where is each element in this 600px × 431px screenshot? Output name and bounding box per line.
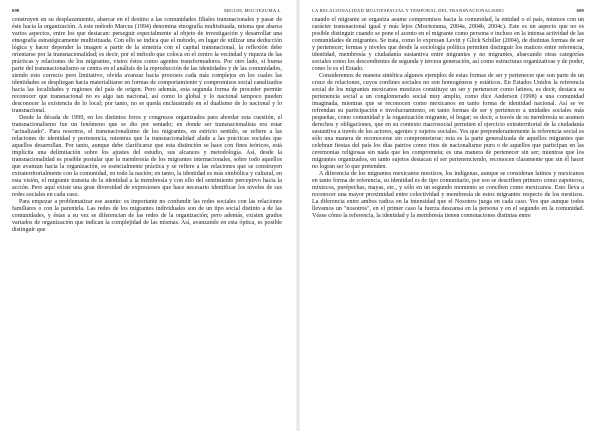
paragraph: Desde la década de 1990, en los distintos foros y congresos organizados para abordar esta cuestión, el transnacionalismo fue un fenómeno que se dio por sentado; en donde ser transnacionalista era estar "actualizado". Para nosotros, el transnacionalismo de los migrantes, en estricto sentido, se refiere a las relaciones de identidad y pertenencia, mientras que la transnacionalidad alude a las prácticas sociales que aquellos desarrollan. Por tanto, aunque debe clarificarse que esta distinción se hace con fines teóricos, está implícita una delimitación sobre los ajustes del estudio, sus alcances y metodología. Así, desde la transnacionalidad es posible postular que la membresía de los migrantes internacionales, sobre todo aquellos que avanzan hacia la organización, es esencialmente práctica y se refiere a las relaciones que se construyen extraterritorialmente con la comunidad, en todo la nación; en tanto, la identidad es más simbólica y cultural, en esta visión, el migrante transita de la identidad a la membresía y con ello del sentimiento perceptivo hacia la acción. Pero aquí existe una gran diversidad de expresiones que hace necesario identificar los niveles de sus redes sociales en cada caso. — [12, 115, 282, 199]
right-page-header — [312, 6, 584, 15]
right-page-body — [312, 17, 584, 220]
paragraph: A diferencia de los migrantes mexicanos mestizos, los indígenas, aunque se consideran latinos y mexicanos en tanto forma de referencia, su identidad es de tipo comunitario, por eso se describen primero como zapotecos, mixtecos, purépechas, mayas, etc., y sólo en un segundo momento se conciben como mexicanos. Esto lleva a reconocer una mayor proximidad entre colectividad y membresía de estos migrantes respecto de los mestizos. La diferencia entre ambos radica en la intensidad que el Nosotros juega en cada caso. Yes que aunque todos llevamos un "nosotros", en el primer caso la fuerza descansa en la persona y en el segundo en la comunidad. Véase cómo la referencia, la identidad y la membresía tienen connotaciones distintas entre — [312, 171, 584, 220]
left-page-header — [12, 6, 282, 15]
page-number: 698 — [12, 8, 20, 13]
running-head: MIGUEL MOCTEZUMA L. — [223, 8, 282, 13]
running-head: LA RELACIONALIDAD MULTIESPACIAL Y TEMPORAL DEL TRANSNACIONALISMO — [312, 8, 504, 13]
paragraph: Para empezar a problematizar ese asunto: es importante no confundir las redes sociales con las relaciones familiares o con la parentela. Las redes de los migrantes individuales son de un tipo social distinto a de las comunidades, y éstas a su vez se diferencian de las redes de la organización; pero además, existen grados variados de organización que indican la complejidad de las mismas. Así, avanzando en esta óptica, es posible distinguir que — [12, 199, 282, 234]
paragraph: construyen en su desplazamiento, abarcar en el destino a las comunidades filiales transnacionales y pasar de éste hacia la organización. A este método Marcus (1994) denomina etnografía multisituada, misma que abarca varios aspectos, entre los que destacan: perseguir especialmente al objeto de investigación y desarrollar una etnografía estratégicamente multisituada. Con ello se indica que el método, en lugar de utilizar una deducción lógica y hacer depender la imagen a partir de la simetría con el capital transnacional, la reflexión debe orientarse por la transnacionalidad; es decir, por el método que coloca en el centro la vecindad y riqueza de las prácticas y relaciones de los migrantes, vistos éstos como agentes transformadores. Por otro lado, si buena parte del transnacionalismo se centra en el análisis de la reproducción de las identidades y de las comunidades, siendo esto correcto pero limitativo, olvida avanzar hacia procesos cada más complejos en los cuales las identidades se despliegan hacia materialitarse en formas de comportamiento y compromisos social canalizados hacia las localidades y regiones del país de origen. Pero además, esta segunda forma de proceder permite reconocer que transnacional no es algo tan nacional, así como lo global y lo nacional tampoco pueden desconocer la existencia de lo local; por tanto, no se queda enclaustrado en el dualismo de lo nacional y lo transnacional. — [12, 17, 282, 115]
right-page — [304, 0, 594, 431]
left-page — [0, 0, 290, 431]
book-gutter — [296, 0, 300, 431]
left-page-body — [12, 17, 282, 234]
paragraph: cuando el migrante se organiza asume compromisos hacia la comunidad, la entidad o el país, mismos con un carácter transnacional igual y más lejos (Moctezuma, 2004a, 2004b, 2004c). Este es un aspecto que no es posible distinguir cuando se pone el acento en el migrante como persona o incluso en la intensa actividad de las comunidades de migrantes. Se trata, como lo expresan Levitt y Glick Schiller (2004), de distintas formas de ser y pertenecer; formas y niveles que desde la sociología política permiten distinguir los matices entre referencia, identidad, membresía y ciudadanía sustantiva entre migrantes y no migrantes, abarcando otras categorías sociales como los descendientes de segunda y tercera generación, así como estructuras organizativas y de poder, como lo es el Estado. — [312, 17, 584, 73]
paragraph: Consideremos de manera sintética algunos ejemplos de estas formas de ser y pertenecer que son parte de un cruce de relaciones, cuyos confines sociales no son homogéneos y estáticos. En Estados Unidos la referencia social de los migrantes mexicanos mestizos constituye un ser y pertenecer como latinos, es decir, destaca su pertenencia social a un conglomerado social muy amplio, como dice Anderson (1998) a una comunidad imaginada, mientras que se reconocen como mexicanos en tanto forma de identidad nacional. Así se ve refrendan su participación e involucramiento, en tanto formas de ser y pertenecer a unidades sociales más pequeñas, como comunidad y la organización migrante, el hogar; es decir, a través de su membresía se asumen derechos y obligaciones, que en su contexto macrosocial permiten el ejercicio extraterritorial de la ciudadanía sustantiva a través de los actores, agentes y sujetos sociales. Yes que preponderantemente la referencia social es sólo una manera de reconocerse sin comprometerse; esta es la parte generalizada de aquellos migrantes que celebran fiestas del país los días patrios como ritos de nacionalismo puro o de aquellos que participan en las ceremonias religiosas sin nada que les comprometa; es una manera de pertenecer sin ser; mientras que los migrantes organizados, en tanto sujetos destacan el ser pertenenciendo, reconocen claramente que sin él hacer no logran ser lo que pretenden. — [312, 73, 584, 171]
page-number: 699 — [576, 8, 584, 13]
